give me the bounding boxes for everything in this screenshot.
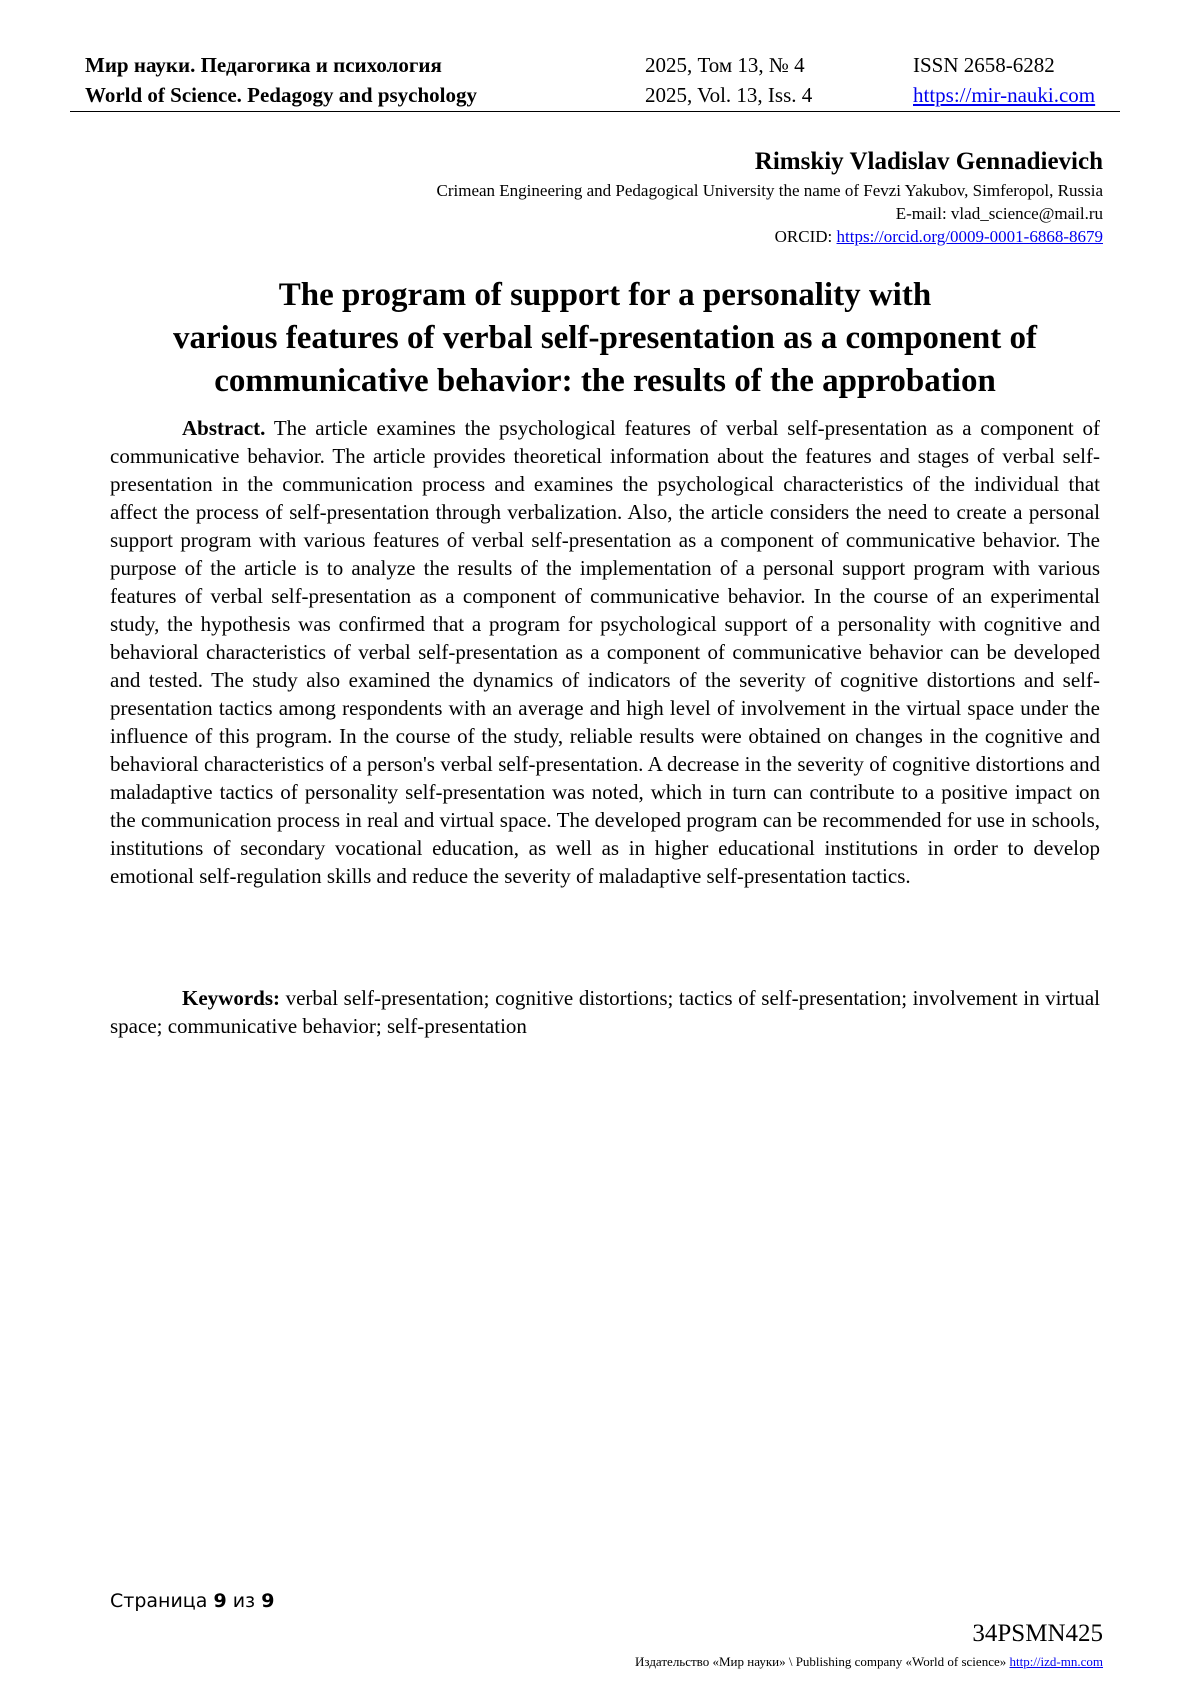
abstract-label: Abstract. (182, 416, 266, 440)
keywords-text: verbal self-presentation; cognitive distortions; tactics of self-presentation; involvement in virtual space; communicative behavior; self-presentation (110, 986, 1100, 1038)
issue-info-ru: 2025, Том 13, № 4 (645, 53, 805, 77)
publisher-line (635, 1654, 1103, 1670)
author-affiliation: Crimean Engineering and Pedagogical University the name of Fevzi Yakubov, Simferopol, Russia (436, 181, 1103, 200)
header-divider (70, 111, 1120, 112)
keywords (110, 984, 1100, 1040)
page-prefix: Страница (110, 1590, 214, 1612)
article-title (110, 274, 1100, 403)
article-code: 34PSMN425 (972, 1620, 1103, 1647)
author-block (437, 145, 1104, 248)
article-title-line-1: The program of support for a personality with (278, 277, 932, 313)
publisher-link[interactable]: http://izd-mn.com (1009, 1654, 1103, 1669)
article-title-line-2: various features of verbal self-presentation as a component of (172, 320, 1038, 356)
author-name: Rimskiy Vladislav Gennadievich (754, 148, 1103, 175)
page-current: 9 (213, 1590, 227, 1612)
keywords-label: Keywords: (182, 986, 280, 1010)
issn-block (913, 50, 1095, 110)
page-of: из (226, 1590, 262, 1612)
abstract (110, 414, 1100, 890)
issn: ISSN 2658-6282 (913, 53, 1055, 77)
page-total: 9 (261, 1590, 275, 1612)
journal-site-link[interactable]: https://mir-nauki.com (913, 83, 1096, 107)
journal-title-ru: Мир науки. Педагогика и психология (85, 53, 442, 77)
author-email: E-mail: vlad_science@mail.ru (895, 204, 1103, 223)
journal-header (85, 50, 1120, 112)
abstract-text: The article examines the psychological features of verbal self-presentation as a component of communicative behavior. The article provides theoretical information about the features and stages of verbal self-presentation in the communication process and examines the psychological characteristics of the individual that affect the process of self-presentation through verbalization. Also, the article considers the need to create a personal support program with various features of verbal self-presentation as a component of communicative behavior. The purpose of the article is to analyze the results of the implementation of a personal support program with various features of verbal self-presentation as a component of communicative behavior. In the course of an experimental study, the hypothesis was confirmed that a program for psychological support of a personality with cognitive and behavioral characteristics of verbal self-presentation as a component of communicative behavior can be developed and tested. The study also examined the dynamics of indicators of the severity of cognitive distortions and self-presentation tactics among respondents with an average and high level of involvement in the virtual space under the influence of this program. In the course of the study, reliable results were obtained on changes in the cognitive and behavioral characteristics of a person's verbal self-presentation. A decrease in the severity of cognitive distortions and maladaptive tactics of personality self-presentation was noted, which in turn can contribute to a positive impact on the communication process in real and virtual space. The developed program can be recommended for use in schools, institutions of secondary vocational education, as well as in higher educational institutions in order to develop emotional self-regulation skills and reduce the severity of maladaptive self-presentation tactics. (110, 416, 1101, 888)
publisher-text: Издательство «Мир науки» \ Publishing company «World of science» (635, 1654, 1010, 1669)
journal-title (85, 50, 477, 110)
issue-info (645, 50, 812, 110)
author-orcid (437, 225, 1104, 248)
journal-title-en: World of Science. Pedagogy and psychology (85, 83, 478, 107)
orcid-label: ORCID: (774, 227, 837, 246)
page-number (110, 1590, 274, 1612)
article-title-line-3: communicative behavior: the results of the approbation (214, 363, 996, 399)
orcid-link[interactable]: https://orcid.org/0009-0001-6868-8679 (836, 227, 1103, 246)
issue-info-en: 2025, Vol. 13, Iss. 4 (645, 83, 813, 107)
